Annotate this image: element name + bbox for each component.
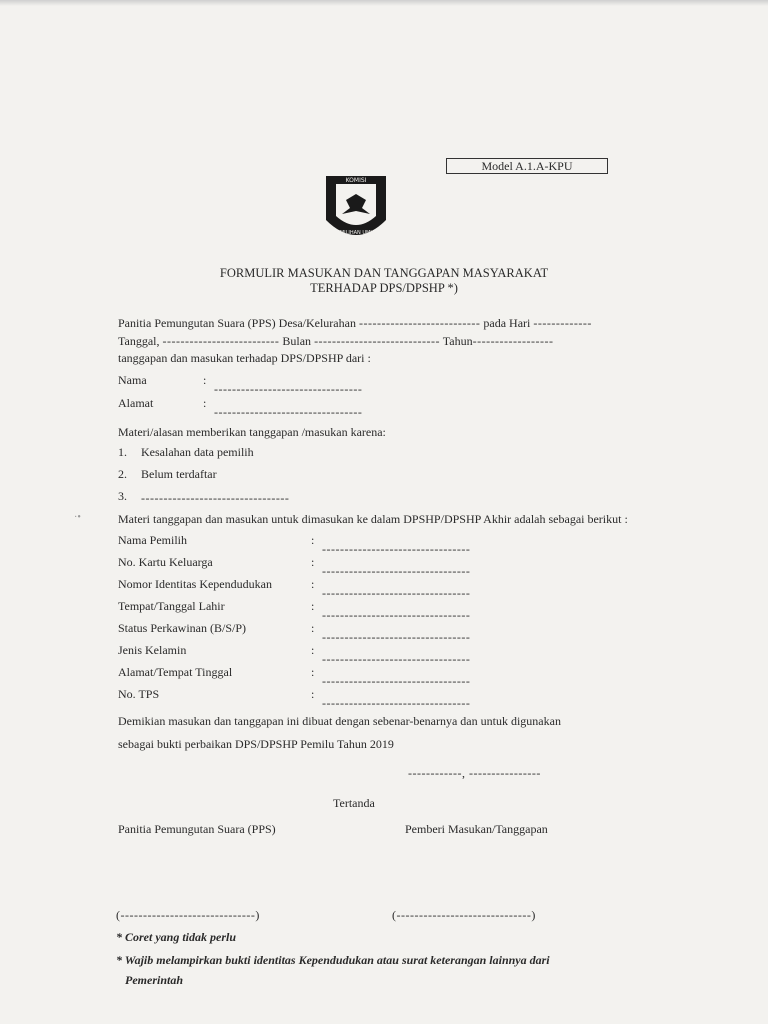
- model-label: Model A.1.A-KPU: [446, 158, 608, 174]
- materi-heading: Materi tanggapan dan masukan untuk dimasukan ke dalam DPSHP/DPSHP Akhir adalah sebagai berikut :: [118, 512, 628, 526]
- materi-field-label: No. TPS: [118, 687, 160, 701]
- materi-field-input[interactable]: ---------------------------------: [322, 542, 471, 556]
- alamat-label: Alamat: [118, 396, 154, 410]
- nama-label: Nama: [118, 373, 147, 387]
- pps-signature-line[interactable]: (------------------------------): [116, 908, 260, 922]
- pps-signature-label: Panitia Pemungutan Suara (PPS): [118, 822, 276, 836]
- intro-line1: Panitia Pemungutan Suara (PPS) Desa/Kelurahan --------------------------- pada Hari -------------: [118, 316, 592, 330]
- pemberi-signature-line[interactable]: (------------------------------): [392, 908, 536, 922]
- materi-field-input[interactable]: ---------------------------------: [322, 630, 471, 644]
- materi-field-input[interactable]: ---------------------------------: [322, 564, 471, 578]
- reason-item-1-num: 1.: [118, 445, 127, 459]
- intro-line3: tanggapan dan masukan terhadap DPS/DPSHP dari :: [118, 351, 371, 365]
- reason-item-2-num: 2.: [118, 467, 127, 481]
- materi-field-input[interactable]: ---------------------------------: [322, 696, 471, 710]
- materi-field-label: Status Perkawinan (B/S/P): [118, 621, 246, 635]
- svg-text:PEMILIHAN UMUM: PEMILIHAN UMUM: [333, 230, 379, 236]
- reason-item-3-field[interactable]: ---------------------------------: [141, 491, 290, 505]
- scan-edge: [0, 0, 768, 6]
- materi-field-label: No. Kartu Keluarga: [118, 555, 213, 569]
- materi-field-input[interactable]: ---------------------------------: [322, 608, 471, 622]
- note-pemerintah: Pemerintah: [125, 973, 184, 987]
- materi-field-colon: :: [311, 555, 315, 569]
- reason-item-2: Belum terdaftar: [141, 467, 217, 481]
- materi-field-label: Jenis Kelamin: [118, 643, 187, 657]
- form-title-line1: FORMULIR MASUKAN DAN TANGGAPAN MASYARAKAT: [219, 266, 549, 280]
- materi-field-label: Alamat/Tempat Tinggal: [118, 665, 233, 679]
- materi-field-label: Nomor Identitas Kependudukan: [118, 577, 272, 591]
- materi-field-colon: :: [311, 621, 315, 635]
- materi-field-colon: :: [311, 533, 315, 547]
- materi-field-colon: :: [311, 665, 315, 679]
- closing-line2: sebagai bukti perbaikan DPS/DPSHP Pemilu Tahun 2019: [118, 737, 394, 751]
- scan-smudge: ·•: [74, 512, 81, 523]
- logo-top-text: KOMISI: [345, 177, 367, 184]
- alamat-field[interactable]: ---------------------------------: [214, 405, 363, 419]
- reason-item-1: Kesalahan data pemilih: [141, 445, 254, 459]
- reasons-heading: Materi/alasan memberikan tanggapan /masukan karena:: [118, 425, 386, 439]
- materi-field-input[interactable]: ---------------------------------: [322, 652, 471, 666]
- nama-field[interactable]: ---------------------------------: [214, 382, 363, 396]
- materi-field-input[interactable]: ---------------------------------: [322, 586, 471, 600]
- reason-item-3-num: 3.: [118, 489, 127, 503]
- closing-line1: Demikian masukan dan tanggapan ini dibuat dengan sebenar-benarnya dan untuk digunakan: [118, 714, 561, 728]
- pemberi-signature-label: Pemberi Masukan/Tanggapan: [405, 822, 548, 836]
- note-wajib: * Wajib melampirkan bukti identitas Kependudukan atau surat keterangan lainnya dari: [116, 953, 550, 967]
- materi-field-colon: :: [311, 577, 315, 591]
- materi-field-label: Tempat/Tanggal Lahir: [118, 599, 225, 613]
- note-coret: * Coret yang tidak perlu: [116, 930, 237, 944]
- materi-field-label: Nama Pemilih: [118, 533, 187, 547]
- materi-field-colon: :: [311, 687, 315, 701]
- materi-field-colon: :: [311, 643, 315, 657]
- alamat-colon: :: [203, 396, 207, 410]
- kpu-logo: [320, 170, 392, 248]
- materi-field-colon: :: [311, 599, 315, 613]
- nama-colon: :: [203, 373, 207, 387]
- materi-field-input[interactable]: ---------------------------------: [322, 674, 471, 688]
- intro-line2: Tanggal, -------------------------- Bulan ---------------------------- Tahun------------------: [118, 334, 554, 348]
- date-place-field[interactable]: ------------, ----------------: [408, 766, 541, 780]
- tertanda-label: Tertanda: [333, 796, 375, 810]
- form-title-line2: TERHADAP DPS/DPSHP *): [310, 281, 458, 295]
